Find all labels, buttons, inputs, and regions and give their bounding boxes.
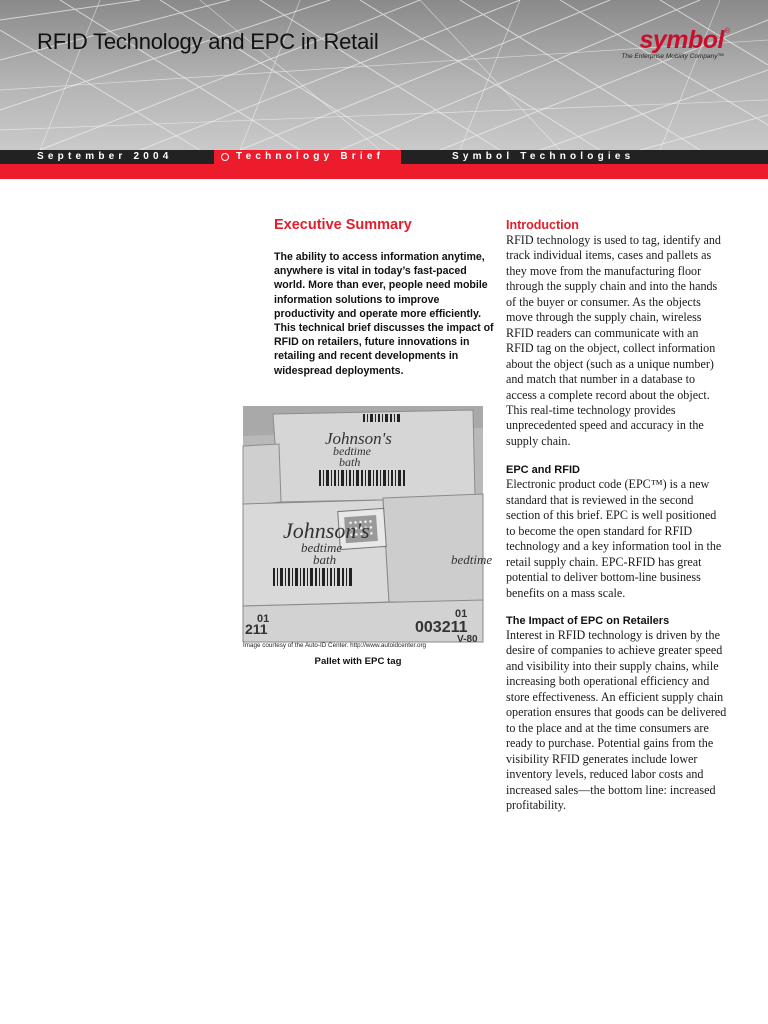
box-code-label: V-80 (457, 634, 478, 645)
red-accent-bar (0, 164, 768, 179)
logo-wordmark: symbol (639, 26, 724, 54)
company-name: Symbol Technologies (452, 151, 635, 162)
photo-credit: Image courtesy of the Auto-ID Center. http://www.autoidcenter.org (243, 642, 427, 649)
box-code-label: 01 (455, 608, 468, 620)
network-background-graphic (0, 0, 768, 150)
box-product-label: bedtime (333, 444, 371, 458)
epc-and-rfid-heading: EPC and RFID (506, 464, 580, 477)
box-product-label: bath (339, 455, 361, 469)
impact-text: Interest in RFID technology is driven by the desire of companies to achieve greater speed and visibility into their supply chains, while increasing both operational efficiency and store effectiveness. An efficient supply chain operation ensures that goods can be delivered to the place and at the time consumers are ready to purchase. Potential gains from the visibility RFID generates include lower inventory levels, reduced labor costs and increased sales—the bottom line: increased profitability. (506, 627, 727, 812)
introduction-text: RFID technology is used to tag, identify and track individual items, cases and pallets as they move from the manufacturing floor through the supply chain and into the hands of the buyer or consumer. As the objects move through the supply chain, wireless RFID readers can communicate with an RFID tag on the object, collect information about the object (such as a unique number) and match that number in a database to access a complete record about the object. This real-time technology provides unprecedented speed and accuracy in the supply chain. (506, 233, 721, 448)
header-banner (0, 0, 768, 150)
document-title: RFID Technology and EPC in Retail (37, 29, 379, 54)
publication-date: September 2004 (37, 151, 173, 162)
box-code-label: 003211 (415, 619, 468, 636)
box-product-label: bedtime (301, 540, 343, 555)
logo-tagline: The Enterprise Mobility Company™ (621, 53, 724, 60)
box-code-label: 211 (245, 621, 268, 637)
document-type: Technology Brief (236, 151, 385, 162)
symbol-logo (612, 26, 730, 60)
executive-summary-heading: Executive Summary (274, 217, 412, 233)
circle-bullet-icon (221, 153, 229, 161)
pallet-photo (243, 406, 493, 645)
document-type-badge (214, 150, 401, 164)
box-brand-label: Johnson's (325, 429, 392, 448)
epc-and-rfid-text: Electronic product code (EPC™) is a new standard that is reviewed in the second section of this brief. EPC is well positioned to become the open standard for RFID technology and a key information tool in the retail supply chain. EPC-RFID has great potential to deliver bottom-line business benefits on a mass scale. (506, 477, 722, 600)
box-brand-label: Johnson's (283, 518, 370, 543)
impact-heading: The Impact of EPC on Retailers (506, 614, 670, 627)
introduction-heading: Introduction (506, 218, 579, 232)
photo-caption: Pallet with EPC tag (314, 656, 402, 667)
box-code-label: 01 (257, 613, 270, 625)
right-column (506, 217, 728, 813)
box-product-label: bedtime (451, 552, 493, 567)
registered-mark: ® (724, 28, 730, 35)
executive-summary-text: The ability to access information anytime, anywhere is vital in today’s fast-paced world. More than ever, people need mobile information solutions to improve productivity and operate more efficiently. This technical brief discusses the impact of RFID on retailers, future innovations in retailing and recent developments in widespread deployments. (274, 251, 494, 377)
box-product-label: bath (313, 552, 337, 567)
